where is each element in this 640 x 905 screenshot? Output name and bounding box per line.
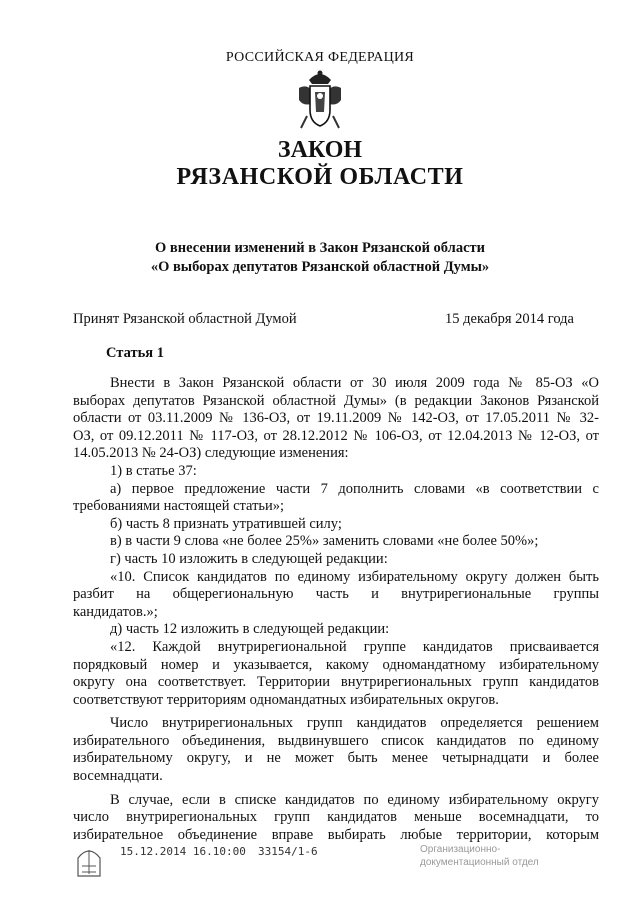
text-line: Число внутрирегиональных групп кандидатов определяется решением xyxy=(110,715,599,732)
subject-line-2: «О выборах депутатов Рязанской областной Думы» xyxy=(150,259,490,275)
text-line: 14.05.2013 № 24-ОЗ) следующие изменения: xyxy=(73,445,349,462)
text-line: г) часть 10 изложить в следующей редакции: xyxy=(110,550,388,567)
text-line: округу она соответствует. Территории внутрирегиональных групп кандидатов xyxy=(73,674,599,691)
text-line: 1) в статье 37: xyxy=(110,462,197,479)
document-type: ЗАКОН xyxy=(277,137,363,163)
text-line: д) часть 12 изложить в следующей редакции: xyxy=(110,621,390,638)
office-stamp xyxy=(420,843,539,869)
text-line: в) в части 9 слова «не более 25%» заменить словами «не более 50%»; xyxy=(110,533,539,550)
text-line: а) первое предложение части 7 дополнить словами «в соответствии с xyxy=(110,480,599,497)
footer-timestamp: 15.12.2014 16.10:00 xyxy=(120,845,246,858)
article-body xyxy=(73,375,599,844)
text-line: кандидатов.»; xyxy=(73,603,158,620)
stamp-line-1: Организационно- xyxy=(420,844,501,855)
footer-reg-number: 33154/1-6 xyxy=(258,845,318,858)
scan-mark-icon xyxy=(74,838,104,878)
text-line: требованиями настоящей статьи»; xyxy=(73,498,285,515)
text-line: восемнадцати. xyxy=(73,768,163,785)
text-line: Внести в Закон Рязанской области от 30 июля 2009 года № 85-ОЗ «О xyxy=(110,375,599,391)
text-line: разбит на общерегиональную часть и внутрирегиональные группы xyxy=(73,586,599,603)
text-line: ОЗ, от 09.12.2011 № 117-ОЗ, от 28.12.2012 № 106-ОЗ, от 12.04.2013 № 12-ОЗ, от xyxy=(73,427,599,444)
text-line: б) часть 8 признать утратившей силу; xyxy=(110,515,342,532)
country-header: РОССИЙСКАЯ ФЕДЕРАЦИЯ xyxy=(225,50,415,65)
text-line: выборах депутатов Рязанской областной Думы» (в редакции Законов Рязанской xyxy=(73,392,599,409)
text-line: соответствуют территориям одномандатных избирательных округов. xyxy=(73,691,499,708)
text-line: избирательное объединение вправе выбирать любые территории, которым xyxy=(73,826,599,843)
region-name: РЯЗАНСКОЙ ОБЛАСТИ xyxy=(176,164,464,190)
text-line: порядковый номер и указывается, какому одномандатному избирательному xyxy=(73,656,599,673)
text-line: «12. Каждой внутрирегиональной группе кандидатов присваивается xyxy=(110,638,599,655)
adoption-date: 15 декабря 2014 года xyxy=(445,311,574,327)
text-line: число внутрирегиональных групп кандидатов меньше восемнадцати, то xyxy=(73,809,599,826)
subject-line-1: О внесении изменений в Закон Рязанской области xyxy=(155,240,485,256)
text-line: избирательному округу, и не может быть менее четырнадцати и более xyxy=(73,750,599,767)
article-title: Статья 1 xyxy=(106,345,164,361)
text-line: В случае, если в списке кандидатов по единому избирательному округу xyxy=(110,791,599,808)
coat-of-arms-icon xyxy=(295,66,345,132)
text-line: «10. Список кандидатов по единому избирательному округу должен быть xyxy=(110,568,599,585)
stamp-line-2: документационный отдел xyxy=(420,857,539,868)
text-line: области от 03.11.2009 № 136-ОЗ, от 19.11.2009 № 142-ОЗ, от 17.05.2011 № 32- xyxy=(73,410,599,427)
text-line: избирательного объединения, выдвинувшего список кандидатов по единому xyxy=(73,732,599,749)
adopted-by: Принят Рязанской областной Думой xyxy=(73,311,297,327)
